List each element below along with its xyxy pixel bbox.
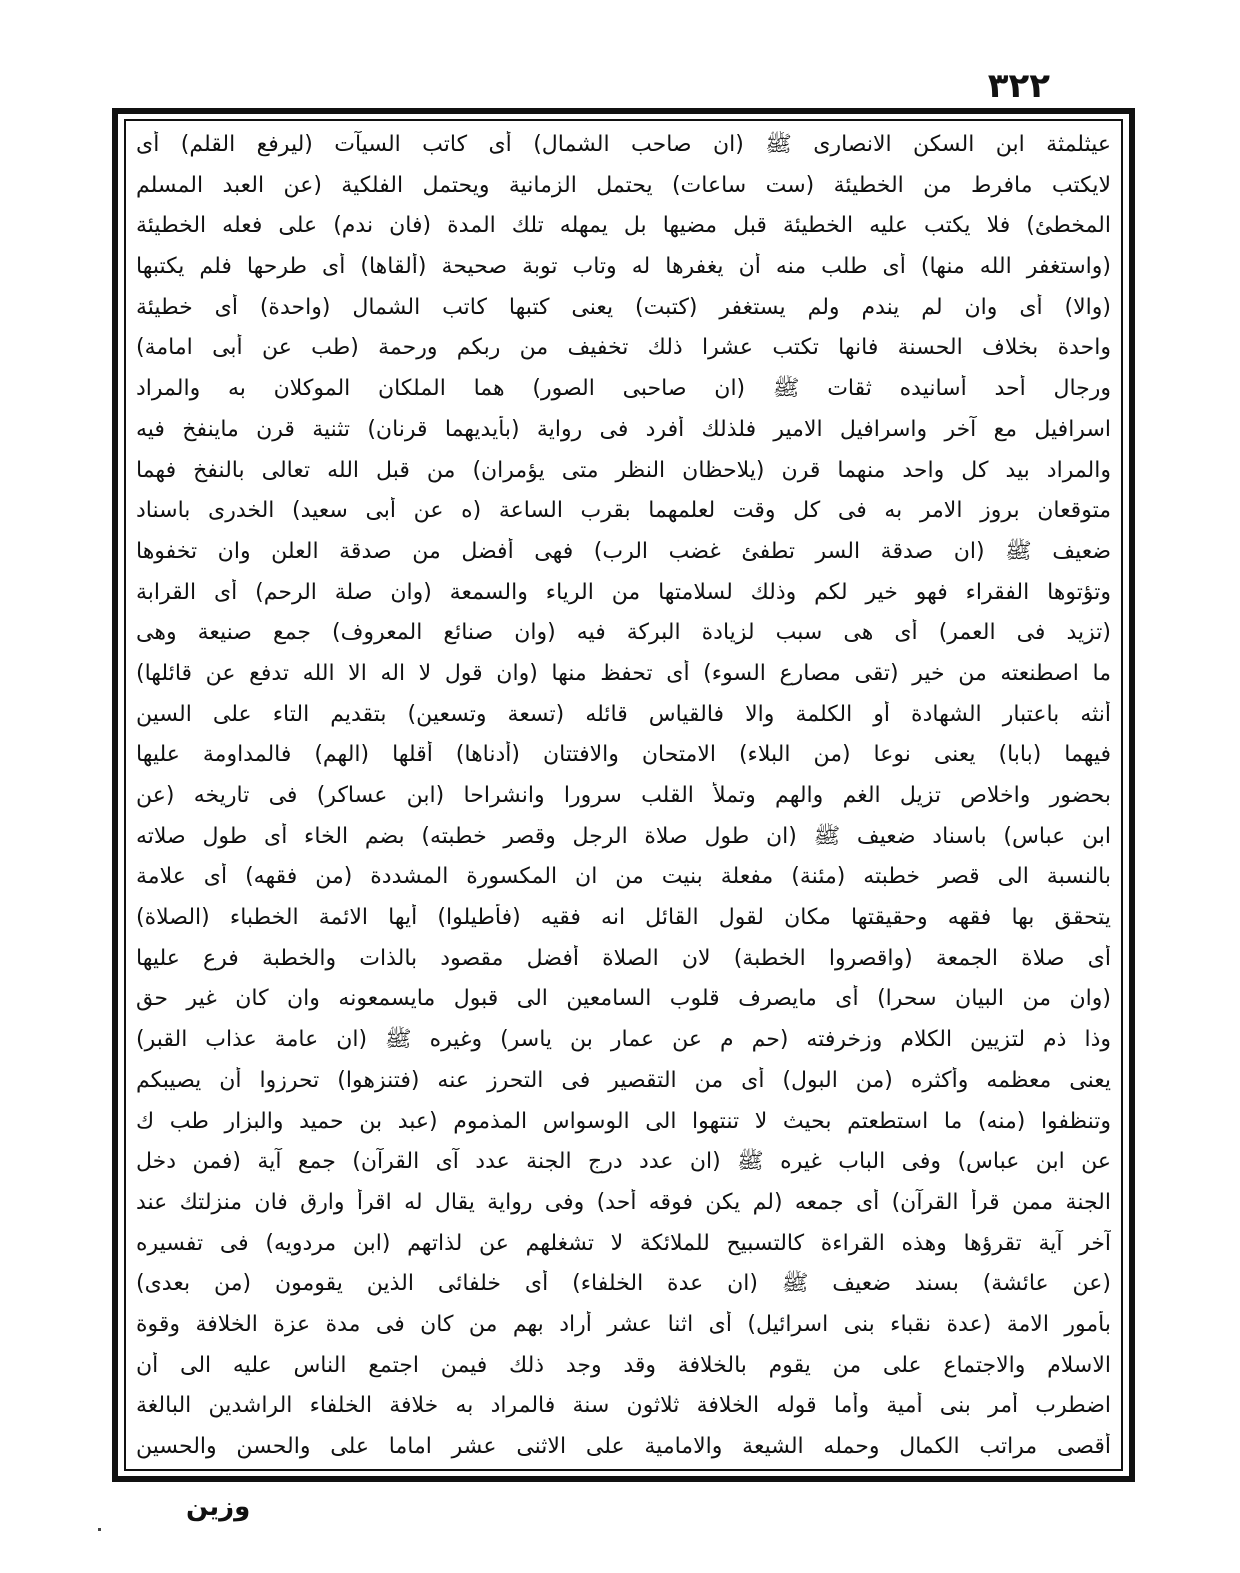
text-line: وذا ذم لتزيين الكلام وزخرفته (حم م عن عمار بن ياسر) وغيره ﷺ (ان عامة عذاب القبر) — [136, 1027, 1111, 1053]
text-line: أى صلاة الجمعة (واقصروا الخطبة) لان الصلاة أفضل مقصود بالذات والخطبة فرع عليها — [136, 945, 1111, 971]
text-line: ابن عباس) باسناد ضعيف ﷺ (ان طول صلاة الرجل وقصر خطبته) بضم الخاء أى طول صلاته — [136, 823, 1111, 849]
text-line: آخر آية تقرؤها وهذه القراءة كالتسبيح للملائكة لا تشغلهم عن لذاتهم (ابن مردويه) فى تفسيره — [136, 1230, 1111, 1256]
text-line: واحدة بخلاف الحسنة فانها تكتب عشرا ذلك تخفيف من ربكم ورحمة (طب عن أبى امامة) — [136, 335, 1111, 361]
text-line: الجنة ممن قرأ القرآن) أى جمعه (لم يكن فوقه أحد) وفى رواية يقال له اقرأ وارق فان منزلتك عند — [136, 1189, 1111, 1215]
text-line: وتنظفوا (منه) ما استطعتم بحيث لا تنتهوا الى الوسواس المذموم (عبد بن حميد والبزار طب ك — [136, 1108, 1111, 1134]
text-line: اسرافيل مع آخر واسرافيل الامير فلذلك أفرد فى رواية (بأيديهما قرنان) تثنية قرن ماينفخ فيه — [136, 416, 1111, 442]
text-line: أنثه باعتبار الشهادة أو الكلمة والا فالقياس قائله (تسعة وتسعين) بتقديم التاء على السين — [136, 701, 1111, 727]
text-line: ما اصطنعته من خير (تقى مصارع السوء) أى تحفظ منها (وان قول لا اله الا الله تدفع عن قائلها) — [136, 660, 1111, 686]
text-line: ضعيف ﷺ (ان صدقة السر تطفئ غضب الرب) فهى أفضل من صدقة العلن وان تخفوها — [136, 538, 1111, 564]
text-line: أقصى مراتب الكمال وحمله الشيعة والامامية على الاثنى عشر اماما على والحسن والحسين — [136, 1434, 1111, 1459]
text-line: المخطئ) فلا يكتب عليه الخطيئة قبل مضيها بل يمهله تلك المدة (فان ندم) على فعله الخطيئة — [136, 213, 1111, 239]
text-line: (عن عائشة) بسند ضعيف ﷺ (ان عدة الخلفاء) أى خلفائى الذين يقومون (من بعدى) — [136, 1271, 1111, 1297]
text-line: ورجال أحد أسانيده ثقات ﷺ (ان صاحبى الصور) هما الملكان الموكلان به والمراد — [136, 376, 1111, 402]
scan-speck — [98, 1528, 101, 1531]
text-line: يعنى معظمه وأكثره (من البول) أى من التقصير فى التحرز عنه (فتنزهوا) تحرزوا أن يصيبكم — [136, 1067, 1111, 1093]
text-line: (وان من البيان سحرا) أى مايصرف قلوب السامعين الى قبول مايسمعونه وان كان غير حق — [136, 986, 1111, 1012]
text-line: يتحقق بها فقهه وحقيقتها مكان لقول القائل انه فقيه (فأطيلوا) أيها الائمة الخطباء (الصلاة) — [136, 905, 1111, 931]
text-line: بحضور واخلاص تزيل الغم والهم وتملأ القلب سرورا وانشراحا (ابن عساكر) فى تاريخه (عن — [136, 783, 1111, 808]
text-line: بأمور الامة (عدة نقباء بنى اسرائيل) أى اثنا عشر أراد بهم من كان فى مدة عزة الخلافة وقوة — [136, 1311, 1111, 1337]
text-line: عن ابن عباس) وفى الباب غيره ﷺ (ان عدد درج الجنة عدد آى القرآن) جمع آية (فمن دخل — [136, 1149, 1111, 1175]
text-line: متوقعان بروز الامر به فى كل وقت لعلمهما بقرب الساعة (ه عن أبى سعيد) الخدرى باسناد — [136, 498, 1111, 524]
page-border-outer — [112, 108, 1135, 1482]
text-line: (واستغفر الله منها) أى طلب منه أن يغفرها له وتاب توبة صحيحة (ألقاها) أى طرحها فلم يكتبها — [136, 254, 1111, 280]
text-line: بالنسبة الى قصر خطبته (مئنة) مفعلة بنيت من ان المكسورة المشددة (من فقهه) أى علامة — [136, 864, 1111, 890]
text-line: والمراد بيد كل واحد منهما قرن (يلاحظان النظر متى يؤمران) من قبل الله تعالى بالنفخ فهما — [136, 457, 1111, 483]
page-number: ٣٢٢ — [987, 66, 1050, 106]
page-border-inner — [124, 119, 1123, 1471]
text-line: اضطرب أمر بنى أمية وأما قوله الخلافة ثلاثون سنة فالمراد به خلافة الخلفاء الراشدين البالغة — [136, 1393, 1111, 1419]
body-text — [136, 131, 1111, 1461]
text-line: وتؤتوها الفقراء فهو خير لكم وذلك لسلامتها من الرياء والسمعة (وان صلة الرحم) أى القرابة — [136, 579, 1111, 605]
text-line: الاسلام والاجتماع على من يقوم بالخلافة وقد وجد ذلك فيمن اجتمع الناس عليه الى أن — [136, 1352, 1111, 1378]
text-line: (تزيد فى العمر) أى هى سبب لزيادة البركة فيه (وان صنائع المعروف) جمع صنيعة وهى — [136, 620, 1111, 646]
text-line: (والا) أى وان لم يندم ولم يستغفر (كتبت) يعنى كتبها كاتب الشمال (واحدة) أى خطيئة — [136, 294, 1111, 320]
text-line: عيثلمثة ابن السكن الانصارى ﷺ (ان صاحب الشمال) أى كاتب السيآت (ليرفع القلم) أى — [136, 132, 1111, 157]
catchword: وزين — [186, 1492, 251, 1522]
text-line: فيهما (بابا) يعنى نوعا (من البلاء) الامتحان والافتتان (أدناها) أقلها (الهم) فالمداومة عليها — [136, 742, 1111, 768]
text-line: لايكتب مافرط من الخطيئة (ست ساعات) يحتمل الزمانية ويحتمل الفلكية (عن العبد المسلم — [136, 172, 1111, 198]
